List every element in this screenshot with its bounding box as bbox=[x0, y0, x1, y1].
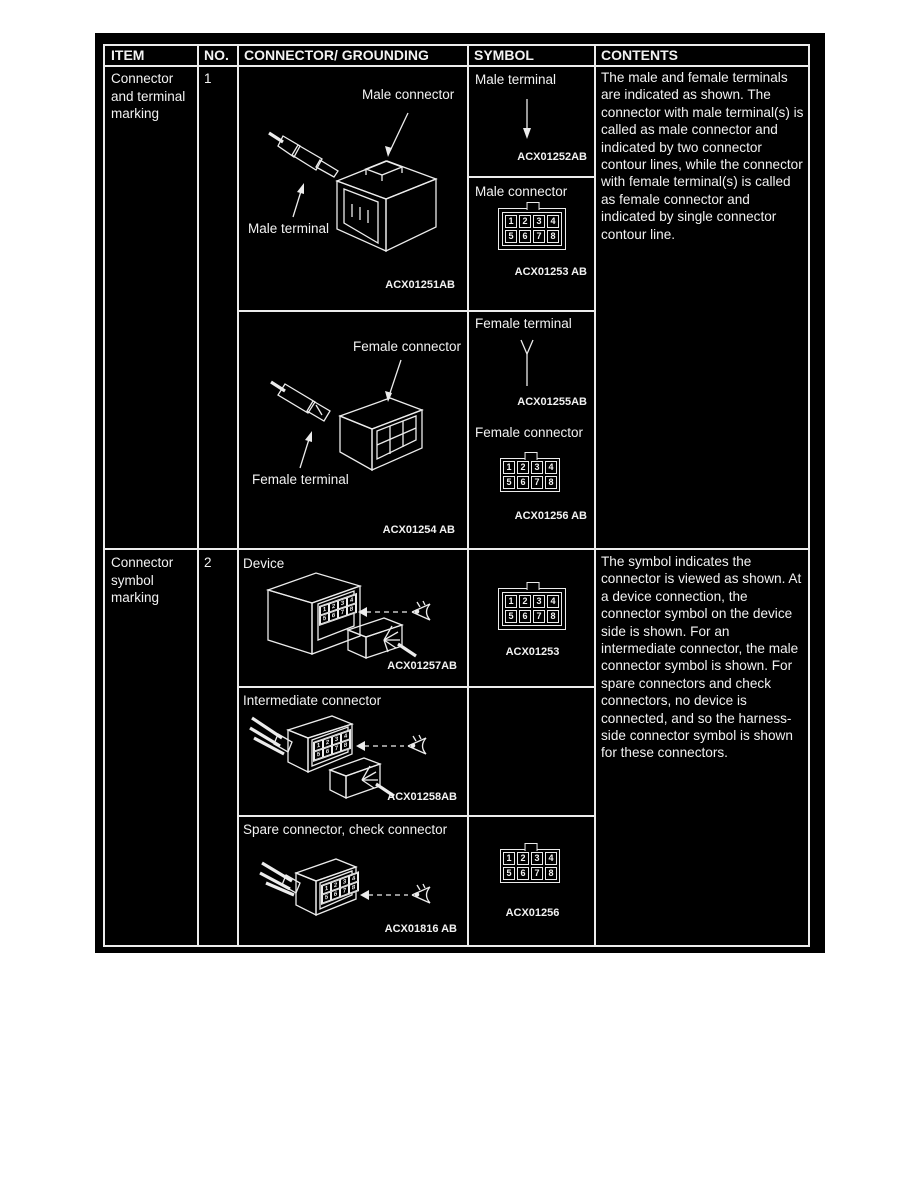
pin-5: 5 bbox=[503, 867, 515, 880]
pin-1: 1 bbox=[320, 604, 329, 616]
pin-2: 2 bbox=[517, 852, 529, 865]
pin-3: 3 bbox=[340, 876, 349, 888]
pin-grid bbox=[505, 595, 559, 623]
pin-5: 5 bbox=[505, 230, 517, 243]
male-connector-line-art bbox=[238, 67, 467, 310]
device-label: Device bbox=[243, 556, 285, 571]
pin-4: 4 bbox=[545, 852, 557, 865]
pin-1: 1 bbox=[322, 882, 331, 894]
pin-2: 2 bbox=[519, 215, 531, 228]
row2-item-label: Connector symbol marking bbox=[111, 555, 174, 605]
pin-7: 7 bbox=[332, 742, 341, 754]
row1-item-label: Connector and terminal marking bbox=[111, 71, 186, 121]
drawing-code: ACX01251AB bbox=[385, 279, 455, 291]
spare-connector-label: Spare connector, check connector bbox=[243, 822, 448, 837]
connector-marking-table bbox=[103, 44, 810, 947]
drawing-code: ACX01816 AB bbox=[384, 923, 457, 935]
symbol-label: Female terminal bbox=[475, 316, 572, 331]
pin-grid bbox=[503, 852, 557, 880]
row1-no: 1 bbox=[204, 71, 212, 86]
pin-6: 6 bbox=[519, 230, 531, 243]
row2-contents-text: The symbol indicates the connector is viewed as shown. At a device connection, the connector symbol on the device side is shown. For an intermediate connector, the male connector symbol is shown. For spare connectors and check connectors, no device is connected, and so the harness-side connector symbol is shown for these connectors. bbox=[601, 554, 802, 761]
col-header-item: ITEM bbox=[111, 47, 145, 63]
symbol-label: Female connector bbox=[475, 425, 584, 440]
male-terminal-symbol-cell bbox=[470, 67, 595, 176]
pin-2: 2 bbox=[323, 736, 332, 748]
pin-2: 2 bbox=[519, 595, 531, 608]
drawing-code: ACX01258AB bbox=[387, 791, 457, 803]
intermediate-connector-label: Intermediate connector bbox=[243, 693, 382, 708]
pin-5: 5 bbox=[322, 891, 331, 903]
col-header-contents: CONTENTS bbox=[601, 47, 678, 63]
col-header-symbol: SYMBOL bbox=[474, 47, 534, 63]
pin-7: 7 bbox=[531, 476, 543, 489]
pin-8: 8 bbox=[347, 603, 356, 615]
pin-8: 8 bbox=[547, 610, 559, 623]
symbol-code: ACX01252AB bbox=[517, 151, 587, 163]
pin-4: 4 bbox=[347, 594, 356, 606]
drawing-code: ACX01254 AB bbox=[382, 524, 455, 536]
pin-5: 5 bbox=[314, 749, 323, 761]
female-connector-symbol-icon bbox=[500, 849, 560, 883]
male-terminal-label: Male terminal bbox=[248, 221, 330, 236]
pin-3: 3 bbox=[338, 597, 347, 609]
pin-3: 3 bbox=[531, 852, 543, 865]
pin-1: 1 bbox=[503, 461, 515, 474]
symbol-code: ACX01256 bbox=[505, 907, 560, 919]
pin-grid bbox=[505, 215, 559, 243]
symbol-code: ACX01253 AB bbox=[514, 266, 587, 278]
pin-2: 2 bbox=[517, 461, 529, 474]
pin-8: 8 bbox=[547, 230, 559, 243]
pin-1: 1 bbox=[503, 852, 515, 865]
pin-5: 5 bbox=[320, 613, 329, 625]
pin-4: 4 bbox=[349, 873, 358, 885]
spare-connector-drawing-cell bbox=[238, 817, 467, 945]
pin-6: 6 bbox=[323, 745, 332, 757]
pin-7: 7 bbox=[338, 606, 347, 618]
pin-6: 6 bbox=[519, 610, 531, 623]
drawing-code: ACX01257AB bbox=[387, 660, 457, 672]
female-connector-drawing-cell bbox=[238, 312, 467, 548]
pin-5: 5 bbox=[503, 476, 515, 489]
female-symbols-cell bbox=[470, 312, 595, 548]
pin-7: 7 bbox=[533, 610, 545, 623]
male-connector-drawing-cell bbox=[238, 67, 467, 310]
pin-1: 1 bbox=[314, 740, 323, 752]
pin-8: 8 bbox=[545, 867, 557, 880]
pin-1: 1 bbox=[505, 215, 517, 228]
male-connector-symbol-icon bbox=[498, 208, 566, 250]
pin-3: 3 bbox=[531, 461, 543, 474]
symbol-label: Male terminal bbox=[475, 72, 557, 87]
pin-6: 6 bbox=[331, 888, 340, 900]
pin-1: 1 bbox=[505, 595, 517, 608]
pin-3: 3 bbox=[332, 733, 341, 745]
symbol-code: ACX01255AB bbox=[517, 396, 587, 408]
pin-4: 4 bbox=[545, 461, 557, 474]
pin-4: 4 bbox=[547, 595, 559, 608]
pin-6: 6 bbox=[517, 476, 529, 489]
device-drawing-cell bbox=[238, 550, 467, 686]
pin-2: 2 bbox=[329, 600, 338, 612]
col-header-connector: CONNECTOR/ GROUNDING bbox=[244, 47, 429, 63]
female-terminal-label: Female terminal bbox=[252, 472, 349, 487]
grid-line bbox=[197, 46, 199, 945]
pin-grid bbox=[503, 461, 557, 489]
grid-line bbox=[467, 46, 469, 945]
male-connector-symbol-icon bbox=[498, 588, 566, 630]
row1-contents-text: The male and female terminals are indicated as shown. The connector with male terminal(s) is called as male connector and indicated by two connector contour lines, while the connector with female terminal(s) is called as female connector and indicated by single connector contour line. bbox=[601, 70, 804, 242]
pin-7: 7 bbox=[531, 867, 543, 880]
pin-8: 8 bbox=[349, 882, 358, 894]
pin-5: 5 bbox=[505, 610, 517, 623]
scanned-page-region bbox=[95, 33, 825, 953]
pin-2: 2 bbox=[331, 879, 340, 891]
pin-4: 4 bbox=[547, 215, 559, 228]
male-connector-symbol-cell bbox=[470, 178, 595, 310]
symbol-label: Male connector bbox=[475, 184, 568, 199]
symbol-code: ACX01253 bbox=[505, 646, 560, 658]
pin-8: 8 bbox=[341, 739, 350, 751]
male-connector-label: Male connector bbox=[362, 87, 455, 102]
intermediate-connector-drawing-cell bbox=[238, 688, 467, 815]
pin-7: 7 bbox=[340, 885, 349, 897]
col-header-no: NO. bbox=[204, 47, 229, 63]
pin-6: 6 bbox=[329, 609, 338, 621]
female-connector-symbol-icon bbox=[500, 458, 560, 492]
row2-no: 2 bbox=[204, 555, 212, 570]
device-symbol-cell bbox=[470, 550, 595, 686]
pin-8: 8 bbox=[545, 476, 557, 489]
female-connector-label: Female connector bbox=[353, 339, 462, 354]
pin-4: 4 bbox=[341, 730, 350, 742]
pin-6: 6 bbox=[517, 867, 529, 880]
pin-3: 3 bbox=[533, 595, 545, 608]
pin-7: 7 bbox=[533, 230, 545, 243]
symbol-code: ACX01256 AB bbox=[514, 510, 587, 522]
pin-3: 3 bbox=[533, 215, 545, 228]
spare-symbol-cell bbox=[470, 817, 595, 945]
